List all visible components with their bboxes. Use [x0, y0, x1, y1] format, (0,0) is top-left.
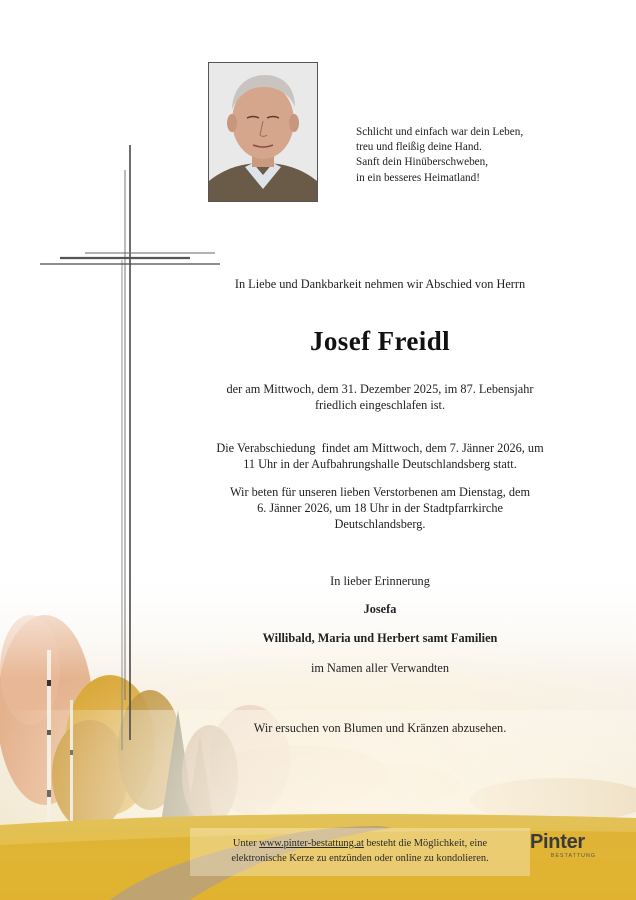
footer-line-1 — [200, 836, 520, 851]
family-names: Willibald, Maria und Herbert samt Familien — [262, 631, 498, 645]
farewell-line: 11 Uhr in der Aufbahrungshalle Deutschlandsberg statt. — [243, 457, 517, 471]
logo-subtitle: BESTATTUNG — [550, 853, 596, 859]
relatives-text: im Namen aller Verwandten — [310, 661, 450, 675]
prayer-line: Wir beten für unseren lieben Verstorbenen am Dienstag, dem — [229, 485, 531, 499]
farewell-info — [160, 440, 600, 472]
footer-line-1-rest: besteht die Möglichkeit, eine — [363, 838, 488, 849]
verse-line: Schlicht und einfach war dein Leben, — [356, 126, 524, 138]
death-line: der am Mittwoch, dem 31. Dezember 2025, im 87. Lebensjahr — [226, 382, 534, 396]
farewell-line: Die Verabschiedung findet am Mittwoch, dem 7. Jänner 2026, um — [216, 441, 544, 455]
memorial-verse — [356, 125, 576, 186]
deceased-name: Josef Freidl — [309, 326, 451, 356]
prayer-info — [160, 484, 600, 532]
pinter-logo — [530, 832, 610, 859]
footer-note — [200, 836, 520, 866]
verse-line: in ein besseres Heimatland! — [356, 171, 480, 184]
memory-heading: In lieber Erinnerung — [330, 574, 430, 588]
logo-name: Pinter — [530, 831, 585, 853]
verse-line: treu und fleißig deine Hand. — [356, 141, 482, 154]
deceased-portrait — [208, 62, 318, 202]
footer-line-2: elektronische Kerze zu entzünden oder online zu kondolieren. — [231, 853, 489, 864]
prayer-line: 6. Jänner 2026, um 18 Uhr in der Stadtpfarrkirche — [257, 501, 503, 515]
flowers-request: Wir ersuchen von Blumen und Kränzen abzusehen. — [253, 721, 507, 735]
spouse-name: Josefa — [363, 602, 397, 616]
intro-text: In Liebe und Dankbarkeit nehmen wir Abschied von Herrn — [234, 277, 526, 291]
verse-line: Sanft dein Hinüberschweben, — [356, 156, 489, 169]
prayer-line: Deutschlandsberg. — [334, 517, 426, 531]
death-announcement — [160, 381, 600, 413]
death-line: friedlich eingeschlafen ist. — [314, 398, 446, 412]
website-link[interactable]: www.pinter-bestattung.at — [259, 838, 364, 849]
footer-prefix: Unter — [232, 838, 260, 849]
